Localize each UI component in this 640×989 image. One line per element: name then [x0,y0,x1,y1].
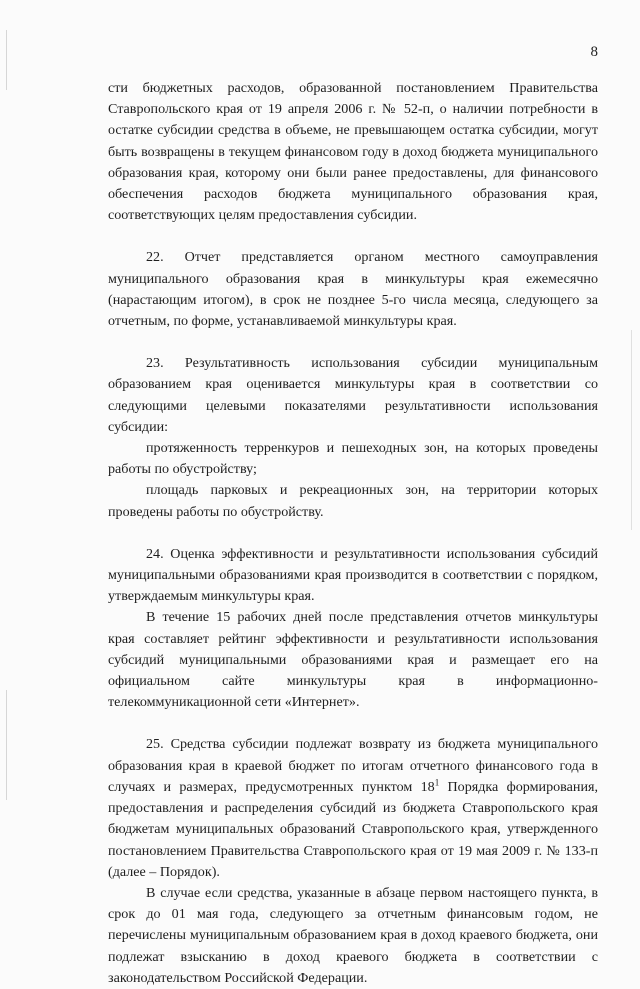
page-number: 8 [590,44,598,60]
paragraph-23-indicator-2: площадь парковых и рекреационных зон, на территории которых проведены работы по обустройству. [108,482,598,520]
paragraph-22: 22. Отчет представляется органом местного самоуправления муниципального образования края в минкультуры края ежемесячно (нарастающим итогом), в срок не позднее 5-го числа месяца, следующего за отчетным, по форме, устанавливаемой минкультуры края. [108,249,598,330]
scan-margin-mark [6,30,7,90]
paragraph-25 [108,734,598,882]
scan-margin-mark [6,690,7,800]
paragraph-23-indicator-1: протяженность терренкуров и пешеходных зон, на которых проведены работы по обустройству; [108,440,598,478]
paragraph-25-text-1: 25. Средства субсидии подлежат возврату из бюджета муниципального образования края в краевой бюджет по итогам отчетного финансового года в случаях и размерах, предусмотренных пунктом 18 [108,736,598,795]
paragraph-24: 24. Оценка эффективности и результативности использования субсидий муниципальными образованиями края производится в соответствии с порядком, утверждаемым минкультуры края. [108,545,598,605]
paragraph-25-superscript: 1 [434,777,440,788]
scan-margin-mark [631,330,632,530]
paragraph-24-rating: В течение 15 рабочих дней после представления отчетов минкультуры края составляет рейтинг эффективности и результативности использования субсидий муниципальными образованиями края и размещает его на официальном сайте минкультуры края в информационно-телекоммуникационной сети «Интернет». [108,609,598,711]
paragraph-continuation: сти бюджетных расходов, образованной постановлением Правительства Ставропольского края от 19 апреля 2006 г. № 52-п, о наличии потребности в остатке субсидии средства в объеме, не превышающем остатка субсидии, могут быть возвращены в текущем финансовом году в доход бюджета муниципального образования края, которому они были ранее предоставлены, для финансового обеспечения расходов бюджета муниципального образования края, соответствующих целям предоставления субсидии. [108,80,598,224]
paragraph-25-text-2: Порядка формирования, предоставления и распределения субсидий из бюджета Ставропольского края бюджетам муниципальных образований Ставропольского края, утвержденного постановлением Правительства Ставропольского края от 19 мая 2009 г. № 133-п (далее – Порядок). [108,778,598,880]
document-body [108,78,598,989]
paragraph-23: 23. Результативность использования субсидии муниципальным образованием края оценивается минкультуры края в соответствии со следующими целевыми показателями результативности использования субсидии: [108,355,598,435]
paragraph-25-recovery: В случае если средства, указанные в абзаце первом настоящего пункта, в срок до 01 мая года, следующего за отчетным финансовым годом, не перечислены муниципальным образованием края в доход краевого бюджета, они подлежат взысканию в доход краевого бюджета в соответствии с законодательством Российской Федерации. [108,884,598,986]
